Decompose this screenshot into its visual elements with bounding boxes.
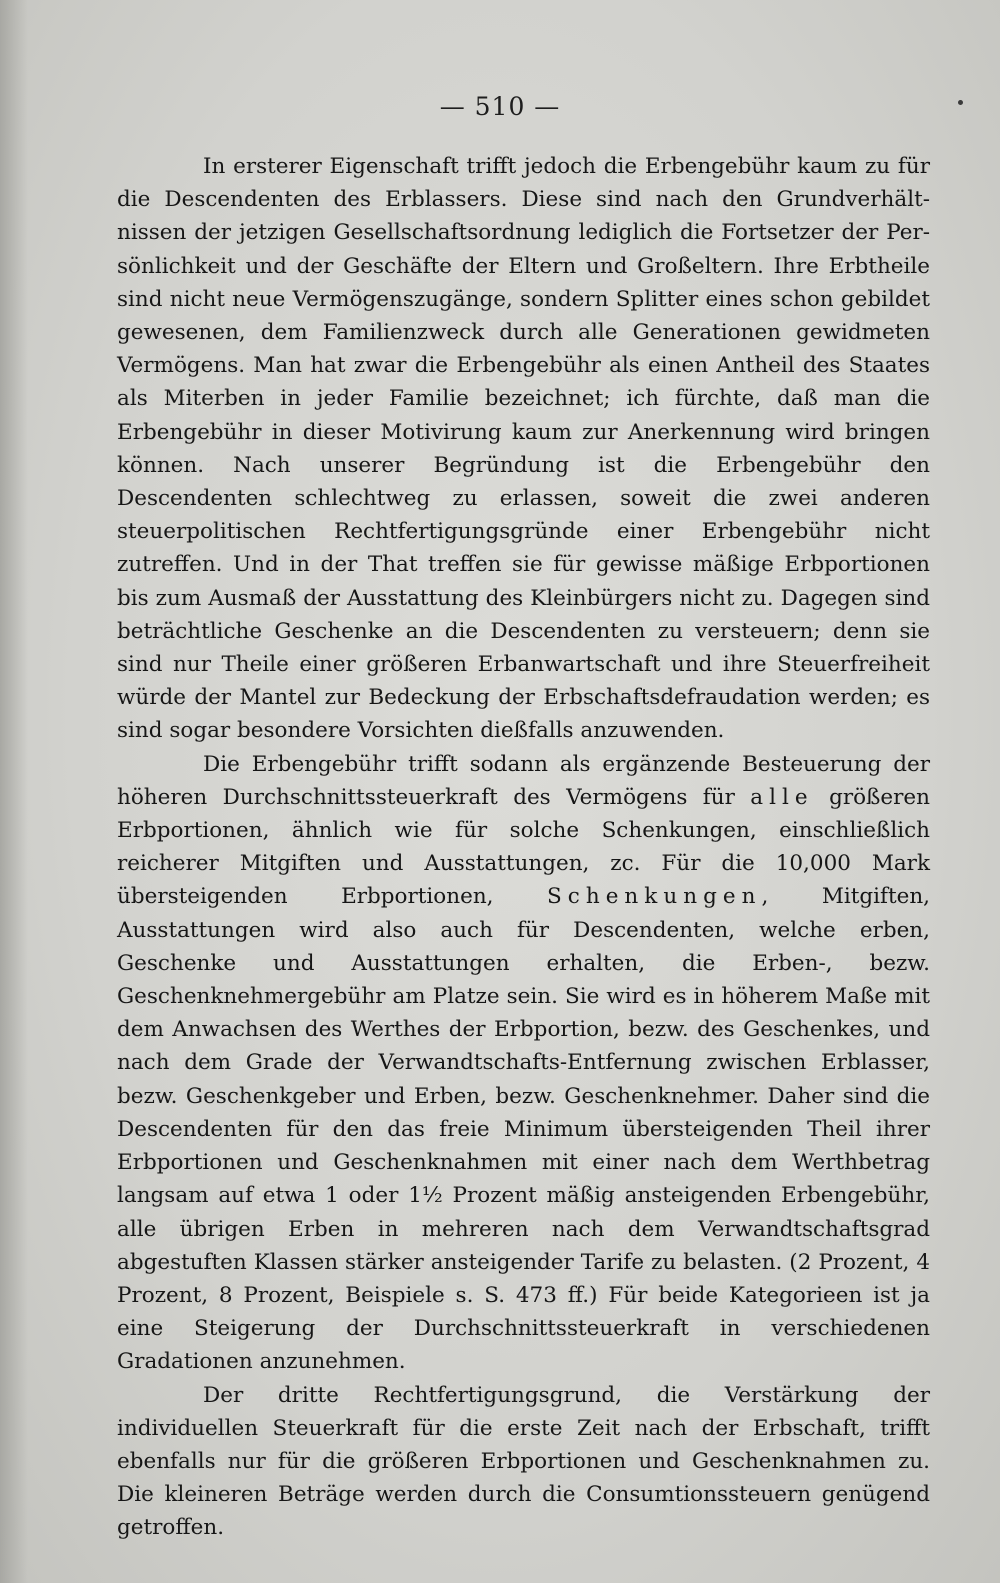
binding-shadow — [0, 0, 28, 1583]
emphasis-alle: alle — [750, 784, 814, 810]
body-text — [117, 150, 930, 1545]
emphasis-schenkungen: Schenkungen — [547, 884, 762, 910]
paragraph-2-text-a: Die Erbengebühr trifft sodann als ergänzende Besteuerung der höheren Durchschnittssteuerkraft des Vermögens für — [117, 751, 930, 810]
paragraph-2-text-b: größeren Erbportionen, ähnlich wie für solche Schenkungen, einschließlich reicherer Mitgiften und Ausstattungen, zc. Für die 10,000 Mark übersteigenden Erbportionen, — [117, 784, 930, 910]
paragraph-1-text: In ersterer Eigenschaft trifft jedoch die Erbengebühr kaum zu für die Descendenten des Erblassers. Diese sind nach den Grundverhältnissen der jetzigen Gesellschaftsordnung lediglich die Fortsetzer der Persönlichkeit und der Geschäfte der Eltern und Großeltern. Ihre Erbtheile sind nicht neue Vermögenszugänge, sondern Splitter eines schon gebildet gewesenen, dem Familienzweck durch alle Generationen gewidmeten Vermögens. Man hat zwar die Erbengebühr als einen Antheil des Staates als Miterben in jeder Familie bezeichnet; ich fürchte, daß man die Erbengebühr in dieser Motivirung kaum zur Anerkennung wird bringen können. Nach unserer Begründung ist die Erbengebühr den Descendenten schlechtweg zu erlassen, soweit die zwei anderen steuerpolitischen Rechtfertigungsgründe einer Erbengebühr nicht zutreffen. Und in der That treffen sie für gewisse mäßige Erbportionen bis zum Ausmaß der Ausstattung des Kleinbürgers nicht zu. Dagegen sind beträchtliche Geschenke an die Descendenten zu versteuern; denn sie sind nur Theile einer größeren Erbanwartschaft und ihre Steuerfreiheit würde der Mantel zur Bedeckung der Erbschaftsdefraudation werden; es sind sogar besondere Vorsichten dießfalls anzuwenden. — [117, 154, 930, 744]
paragraph-2-text-c: , Mitgiften, Ausstattungen wird also auch für Descendenten, welche erben, Geschenke und Ausstattungen erhalten, die Erben-, bezw. Geschenknehmergebühr am Platze sein. Sie wird es in höherem Maße mit dem Anwachsen des Werthes der Erbportion, bezw. des Geschenkes, und nach dem Grade der Verwandtschafts-Entfernung zwischen Erblasser, bezw. Geschenkgeber und Erben, bezw. Geschenknehmer. Daher sind die Descendenten für den das freie Minimum übersteigenden Theil ihrer Erbportionen und Geschenknahmen mit einer nach dem Werthbetrag langsam auf etwa 1 oder 1½ Prozent mäßig ansteigenden Erbengebühr, alle übrigen Erben in mehreren nach dem Verwandtschaftsgrad abgestuften Klassen stärker ansteigender Tarife zu belasten. (2 Prozent, 4 Prozent, 8 Prozent, Beispiele s. S. 473 ff.) Für beide Kategorieen ist ja eine Steigerung der Durchschnittssteuerkraft in verschiedenen Gradationen anzunehmen. — [117, 884, 931, 1375]
paragraph-3-text: Der dritte Rechtfertigungsgrund, die Verstärkung der individuellen Steuerkraft für die erste Zeit nach der Erbschaft, trifft ebenfalls nur für die größeren Erbportionen und Geschenknahmen zu. Die kleineren Beträge werden durch die Consumtionssteuern genügend getroffen. — [117, 1382, 930, 1541]
page-number: — 510 — — [439, 92, 561, 121]
paragraph-3 — [117, 1379, 930, 1545]
paragraph-2 — [117, 748, 930, 1379]
paragraph-1 — [117, 150, 930, 748]
